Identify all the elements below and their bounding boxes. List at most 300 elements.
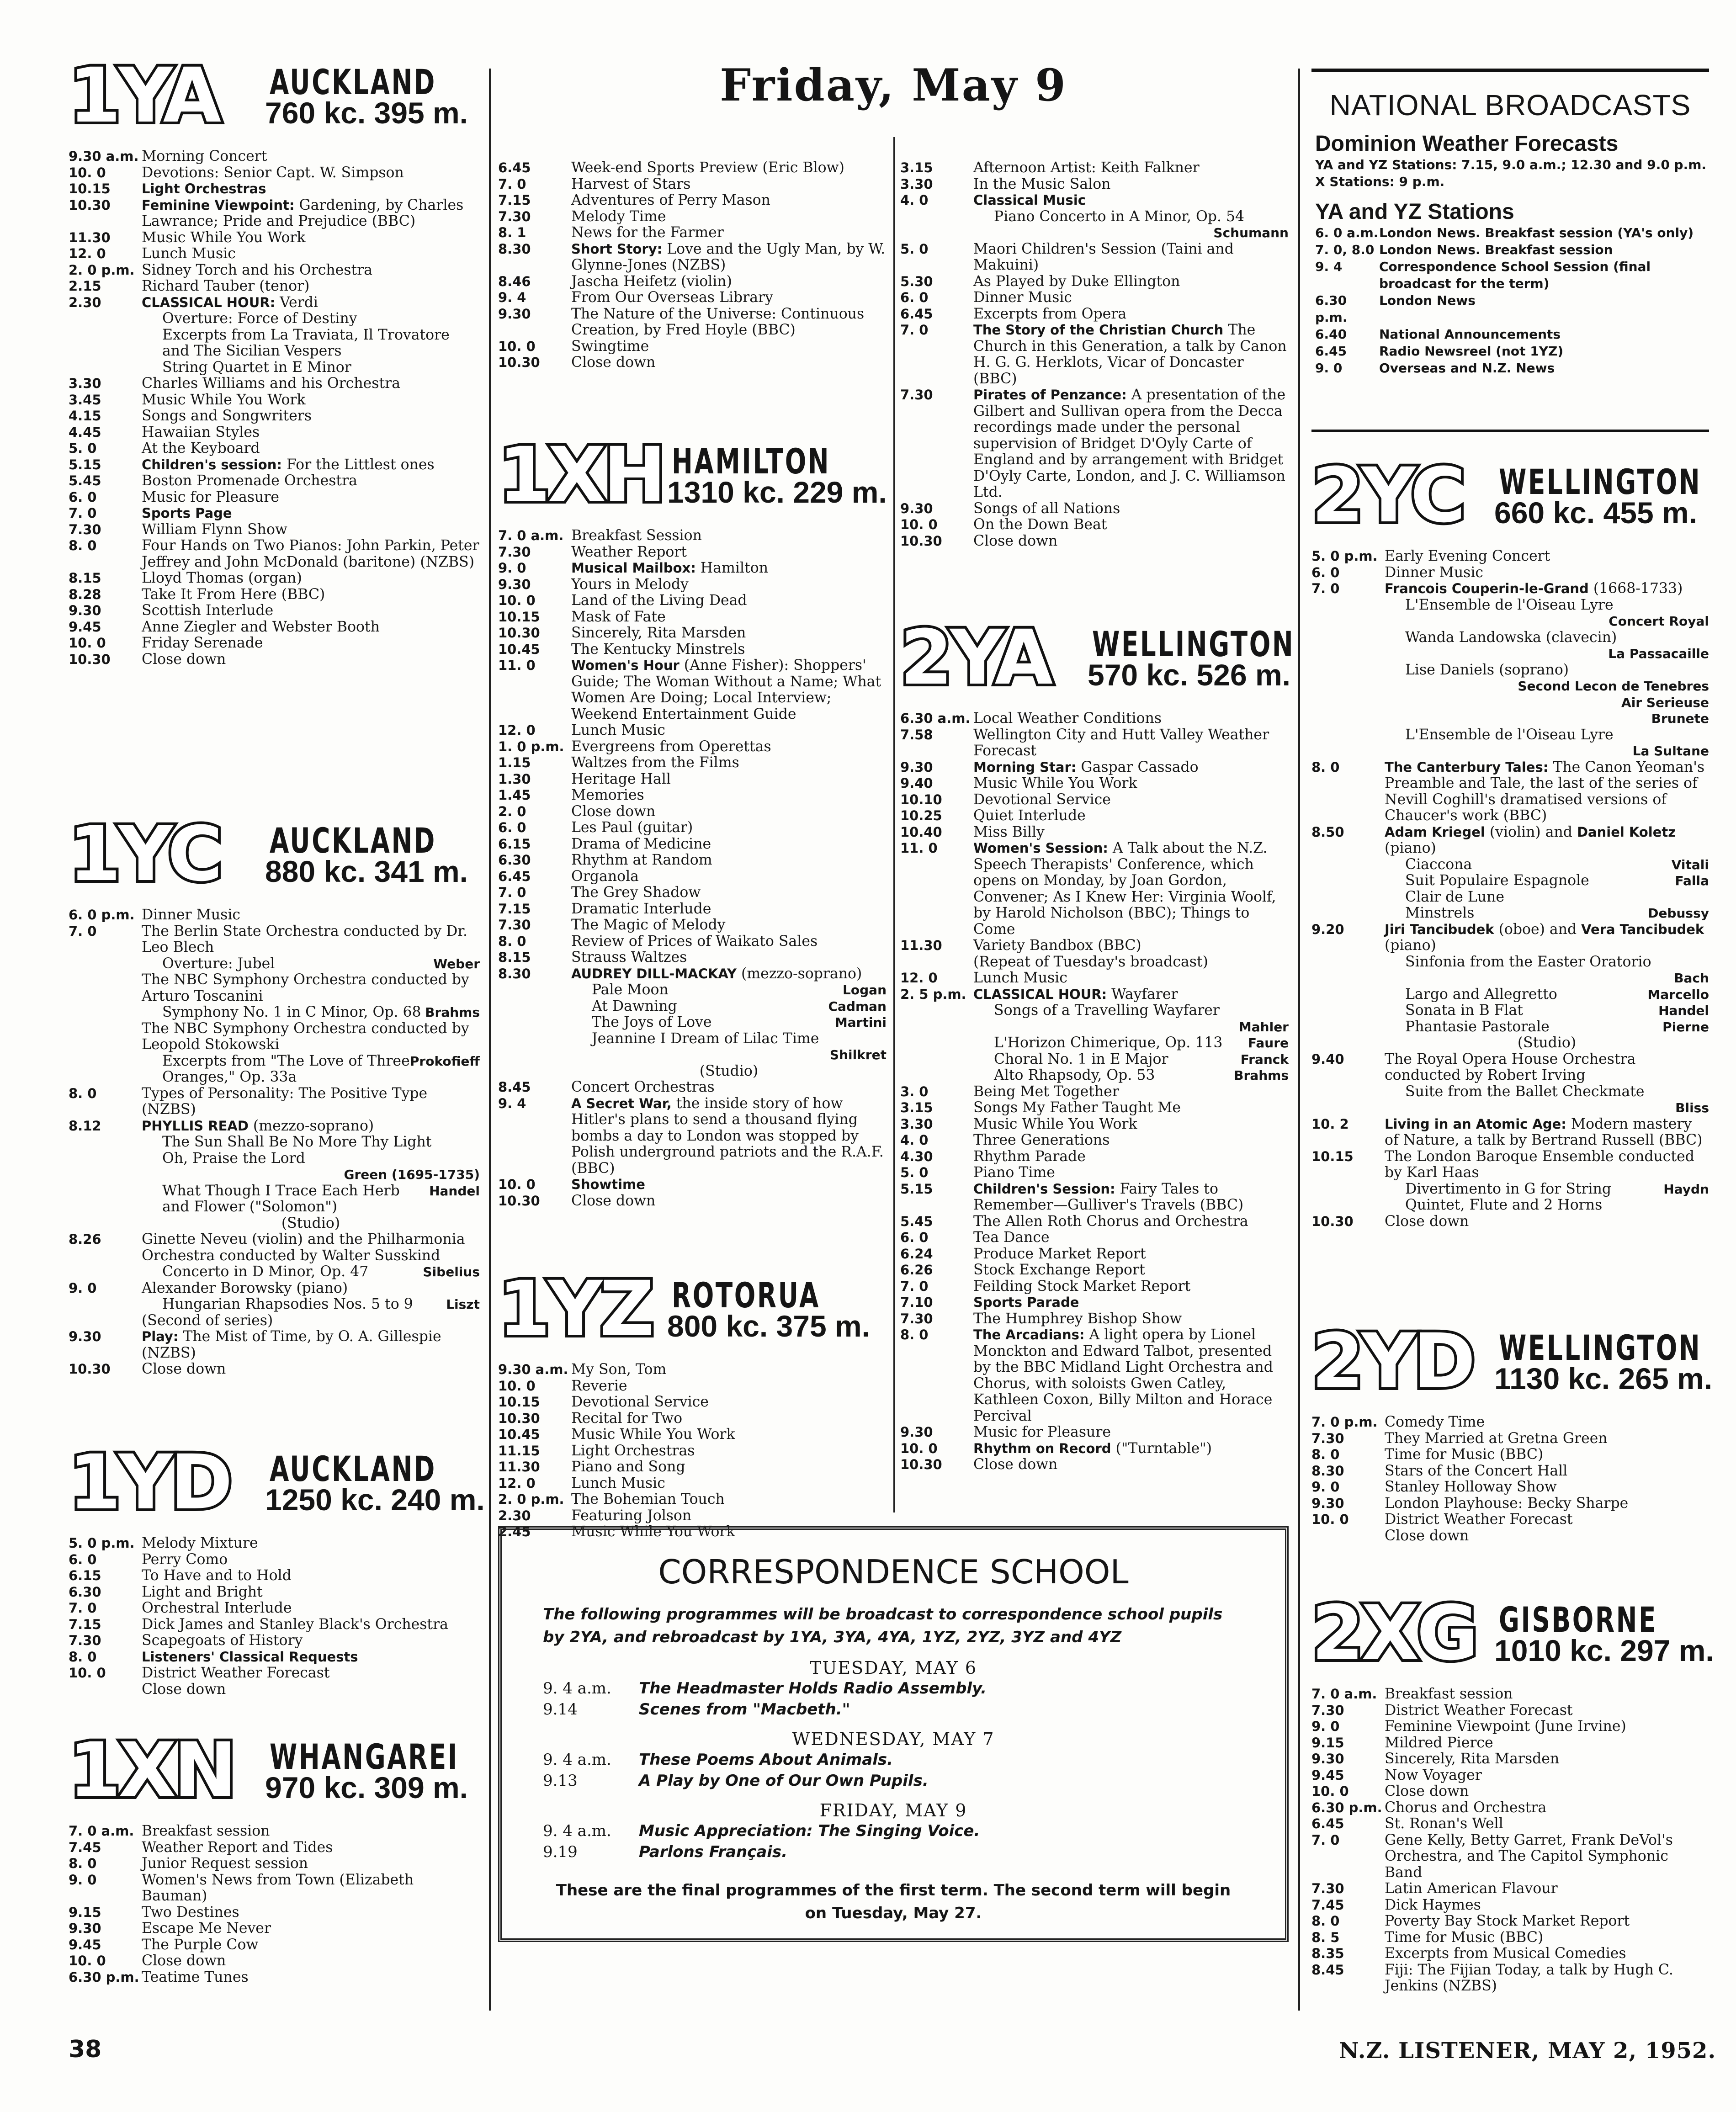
programme-row [498,544,887,561]
programme-row [498,820,887,836]
programme-text: Close down [571,803,656,820]
programme-text: Gene Kelly, Betty Garret, Frank DeVol's Orchestra, and The Capitol Symphonic Band [1385,1831,1673,1881]
programme-text: Being Met Together [973,1083,1119,1100]
programme-row [1311,1767,1709,1784]
station-call: 1XH [498,431,664,519]
programme-row [900,1132,1289,1149]
programme-title: CLASSICAL HOUR: [142,294,276,310]
station-call: 2XG [1311,1589,1476,1677]
rule [1311,430,1709,432]
programme-text: Close down [973,532,1058,549]
programme-row [900,1311,1289,1327]
programme-text: From Our Overseas Library [571,289,773,306]
programme-time: 9.30 a.m. [69,149,139,164]
programme-text: Maori Children's Session (Taini and Makuini) [973,240,1234,273]
programme-text [1385,743,1709,759]
national-row [1315,326,1709,343]
programme-time: 7. 0 a.m. [498,528,564,543]
station-frequency: 1130 kc. 265 m. [1494,1362,1713,1396]
programme-text: Women's Session: A Talk about the N.Z. Speech Therapists' Conference, which opens on Monday, by Joan Gordon, Convener; As I Knew Her: Virginia Woolf, by Harold Nicholson (BBC); Things to Come [973,840,1276,938]
programme-row [498,1475,887,1492]
programme-row [900,970,1289,987]
programme-text: Clair de Lune [1405,888,1505,905]
programme-text: Comedy Time [1385,1414,1485,1430]
programme-text [973,192,1289,209]
programme-text: Children's session: For the Littlest ones [142,456,435,473]
programme-time: 7. 0 a.m. [69,1823,134,1839]
programme-row [498,950,887,966]
programme-text: Stars of the Concert Hall [1385,1462,1568,1479]
station-frequency: 1250 kc. 240 m. [265,1483,485,1517]
programme-text: String Quartet in E Minor [162,359,351,376]
station-call: 2YC [1311,451,1463,539]
programme-row [69,1921,480,1937]
programme-time: 8. 0 [69,1649,97,1665]
programme-time: 7.45 [1311,1897,1344,1913]
programme-row [900,1279,1289,1295]
programme-text: Brahms Alto Rhapsody, Op. 53 [994,1067,1289,1083]
weather-line: X Stations: 9 p.m. [1315,174,1445,189]
programme-text: At the Keyboard [142,440,260,456]
programme-time: 7.30 [498,917,531,933]
programme-row [1311,581,1709,597]
programme-text: Mask of Fate [571,608,666,625]
correspondence-day: FRIDAY, MAY 9 [819,1800,967,1820]
programme-time: 10. 0 [498,338,536,354]
programme-text: Dinner Music [973,289,1072,306]
programme-text: Les Paul (guitar) [571,819,693,836]
programme-time: 9.45 [69,619,101,635]
programme-text: Lise Daniels (soprano) [1405,661,1569,678]
programme-time: 6. 0 p.m. [69,907,135,923]
programme-text: Stanley Holloway Show [1385,1479,1557,1495]
programme-row [900,306,1289,323]
programme-text: Waltzes from the Films [571,754,739,771]
composer: Franck [1240,1051,1289,1067]
programme-text: Perry Como [142,1551,228,1568]
programme-text: Mildred Pierce [1385,1734,1493,1751]
national-text: Overseas and N.Z. News [1379,361,1555,376]
station-1yd [69,1438,485,1698]
programme-row [69,1535,480,1552]
page-number: 38 [69,2036,102,2063]
programme-time: 10.30 [900,1457,942,1472]
programme-text: Falla Suit Populaire Espagnole [1405,872,1709,889]
programme-row [1311,1051,1709,1084]
programme-title: Children's session: [142,456,282,472]
programme-row [69,972,480,1004]
programme-row [900,1019,1289,1035]
composer: Green (1695-1735) [344,1167,480,1182]
programme-text: As Played by Duke Ellington [973,273,1180,290]
programme-text: Close down [142,651,226,668]
correspondence-programme: Music Appreciation: The Singing Voice. [639,1822,980,1840]
programme-row [900,322,1289,387]
station-city: WELLINGTON [1499,462,1702,502]
correspondence-intro: The following programmes will be broadcast to correspondence school pupils by 2YA, and rebroadcast by 1YA, 3YA, 4YA, 1YZ, 2YZ, 3YZ and 4YZ [543,1605,1223,1646]
station-city: AUCKLAND [270,820,436,861]
programme-row [900,759,1289,776]
programme-time: 4.45 [69,424,101,440]
programme-row [69,1215,480,1232]
programme-text: Chorus and Orchestra [1385,1799,1547,1816]
programme-text: Jeannine I Dream of Lilac Time [592,1030,819,1047]
programme-list [498,160,887,371]
programme-text: Alexander Borowsky (piano) [142,1279,348,1296]
programme-text: Lunch Music [973,970,1067,986]
programme-row [498,998,887,1015]
programme-time: 6. 0 [69,1551,97,1567]
programme-time: 6.30 [69,1584,101,1600]
programme-time: 10. 0 [900,1440,938,1456]
programme-time: 10.30 [69,1361,111,1377]
programme-text [142,181,480,197]
programme-text: Women's Hour (Anne Fisher): Shoppers' Guide; The Woman Without a Name; What Women Are Doing; Local Interview; Weekend Entertainment Guide [571,657,881,722]
programme-row [69,1118,480,1135]
programme-text: Sincerely, Rita Marsden [1385,1751,1560,1767]
programme-time: 6. 0 [498,820,526,835]
programme-text: Excerpts from La Traviata, Il Trovatore and The Sicilian Vespers [162,326,450,359]
programme-time: 6.30 [498,852,531,868]
programme-row [1311,1816,1709,1832]
page-title: Friday, May 9 [720,59,1067,111]
programme-time: 9. 4 [498,290,526,305]
programme-text: Handel What Though I Trace Each Herb and Flower ("Solomon") [162,1182,480,1215]
programme-text [142,1649,480,1666]
programme-time: 9.30 [69,603,101,618]
programme-list [69,907,480,1378]
programme-time: 7. 0 [498,176,526,192]
programme-text: In the Music Salon [973,175,1111,192]
programme-row [69,907,480,923]
programme-row [69,1264,480,1280]
programme-row [69,1313,480,1329]
programme-row [1311,1100,1709,1116]
programme-time: 3.30 [69,376,101,391]
programme-text: Afternoon Artist: Keith Falkner [973,159,1200,176]
national-time: 7. 0, 8.0 [1315,242,1375,257]
correspondence-time: 9.14 [543,1700,578,1719]
programme-text: Featuring Jolson [571,1507,692,1524]
programme-row [900,1067,1289,1084]
programme-row [1311,1686,1709,1703]
programme-text [1385,678,1709,695]
programme-text: AUDREY DILL-MACKAY (mezzo-soprano) [571,965,862,982]
programme-row [498,755,887,771]
programme-row [1311,1946,1709,1962]
station-1yc [69,811,480,1378]
programme-row [1311,1431,1709,1447]
composer: Concert Royal [1609,614,1709,629]
programme-text: Close down [973,1456,1058,1473]
national-text: National Announcements [1379,327,1561,342]
composer: Cadman [828,998,887,1014]
national-text: London News. Breakfast session (YA's only) [1379,225,1694,240]
programme-text: Logan Pale Moon [592,982,887,998]
programme-row [69,619,480,636]
composer: Haydn [1663,1181,1709,1197]
programme-text: Play: The Mist of Time, by O. A. Gillespie (NZBS) [142,1328,441,1361]
programme-time: 8.35 [1311,1946,1344,1961]
national-row [1315,224,1709,241]
programme-row [69,327,480,360]
programme-text [1385,1100,1709,1116]
programme-time: 7.30 [1311,1881,1344,1896]
programme-row [900,824,1289,841]
programme-text: Music While You Work [571,1426,735,1443]
station-city: GISBORNE [1499,1599,1658,1640]
programme-time: 5. 0 p.m. [1311,548,1378,564]
programme-row [1311,857,1709,873]
programme-time: 11.30 [498,1459,540,1475]
programme-title: Play: [142,1329,179,1344]
correspondence-programme: The Headmaster Holds Radio Assembly. [639,1679,987,1698]
programme-text: Dinner Music [142,907,241,923]
programme-row [69,278,480,295]
composer: Liszt [446,1297,480,1312]
programme-list [69,1535,480,1698]
programme-row [1311,1783,1709,1800]
programme-row [69,1584,480,1601]
composer: Handel [1658,1003,1709,1018]
programme-row [498,241,887,274]
programme-row [1311,1181,1709,1214]
programme-row [900,1295,1289,1311]
programme-time: 6.24 [900,1246,933,1262]
programme-text: Stock Exchange Report [973,1262,1145,1278]
programme-row [69,392,480,409]
programme-row [498,355,887,371]
programme-text: Weather Report and Tides [142,1839,333,1856]
correspondence-programme: These Poems About Animals. [639,1751,893,1769]
composer: Pierne [1662,1019,1709,1035]
programme-time: 11.30 [69,229,111,245]
column-rule [893,137,895,1512]
programme-text: Songs My Father Taught Me [973,1099,1181,1116]
programme-time: 10.30 [1311,1213,1354,1229]
programme-row [1311,1003,1709,1019]
programme-text: Variety Bandbox (BBC) [973,937,1141,954]
programme-title: PHYLLIS READ [142,1118,249,1134]
programme-text: CLASSICAL HOUR: Wayfarer [973,986,1178,1003]
programme-text: Scottish Interlude [142,602,274,619]
national-text: London News [1379,293,1476,308]
national-row [1315,292,1709,326]
programme-text: Music While You Work [142,391,306,408]
correspondence-time: 9. 4 a.m. [543,1679,611,1698]
programme-row [69,923,480,956]
station-2xg [1311,1589,1714,1995]
programme-row [69,1183,480,1215]
programme-row [900,501,1289,517]
programme-time: 8.28 [69,586,101,602]
composer: Brunete [1651,711,1709,726]
national-text: Correspondence School Session (final broadcast for the term) [1379,259,1651,291]
programme-time: 8. 0 [69,1856,97,1871]
programme-time: 10.30 [498,355,540,370]
programme-text: Sinfonia from the Easter Oratorio [1405,953,1651,970]
station-header [498,432,887,528]
programme-text: On the Down Beat [973,516,1107,533]
programme-text: St. Ronan's Well [1385,1815,1503,1832]
programme-text: Lunch Music [571,722,665,738]
programme-text: (Studio) [1517,1035,1577,1051]
programme-row [69,538,480,570]
programme-text: Lunch Music [571,1475,665,1491]
programme-row [69,149,480,165]
programme-row [69,1361,480,1378]
programme-text: Dramatic Interlude [571,900,711,917]
programme-time: 1.30 [498,771,531,787]
programme-time: 9.30 [1311,1495,1344,1511]
programme-text: PHYLLIS READ (mezzo-soprano) [142,1117,374,1134]
station-city: WELLINGTON [1499,1327,1702,1368]
programme-time: 9. 0 [1311,1479,1340,1495]
composer: Weber [433,956,480,971]
national-row [1315,360,1709,377]
programme-row [69,1633,480,1649]
programme-row [498,885,887,901]
national-text: Radio Newsreel (not 1YZ) [1379,344,1564,359]
programme-row [900,1003,1289,1019]
programme-row [498,1096,887,1177]
programme-time: 8.12 [69,1118,101,1134]
programme-time: 5. 0 [900,241,929,257]
programme-time: 9.30 [69,1329,101,1344]
programme-row [69,652,480,668]
programme-row [900,241,1289,274]
station-call: 2YA [900,614,1051,701]
programme-row [900,1181,1289,1214]
programme-text: Quiet Interlude [973,807,1086,824]
programme-row [498,1459,887,1475]
programme-time: 10.30 [498,1410,540,1426]
programme-time: 6.15 [498,836,531,852]
programme-row [498,1063,887,1080]
programme-row [900,1230,1289,1246]
programme-row [69,1151,480,1167]
programme-text: (Second of series) [142,1312,273,1329]
programme-row [1311,1214,1709,1230]
programme-row [900,274,1289,290]
programme-time: 6. 0 [900,290,929,305]
programme-row [900,1149,1289,1165]
programme-time: 9. 0 [498,560,526,576]
programme-time: 2.30 [498,1507,531,1523]
programme-title: Classical Music [973,192,1086,208]
programme-row [498,1362,887,1378]
programme-time: 9. 0 [69,1280,97,1296]
programme-text: Short Story: Love and the Ugly Man, by W. Glynne-Jones (NZBS) [571,240,886,273]
programme-time: 9.30 [69,1921,101,1936]
programme-text: Close down [1385,1527,1469,1544]
programme-time: 2. 0 p.m. [498,1491,564,1507]
programme-row [1311,662,1709,679]
programme-row [498,1047,887,1063]
programme-row [900,1441,1289,1457]
programme-row [69,1231,480,1264]
programme-time: 10.30 [69,197,111,213]
programme-text: Sibelius Concerto in D Minor, Op. 47 [162,1263,480,1280]
programme-time: 2.15 [69,278,101,294]
programme-row [1311,970,1709,987]
programme-text: The Magic of Melody [571,917,726,933]
programme-row [69,473,480,489]
programme-text: Close down [142,1361,226,1377]
programme-time: 9.15 [69,1904,101,1920]
programme-text: The Arcadians: A light opera by Lionel Monckton and Edward Talbot, presented by the BBC Midland Light Orchestra and Chorus, with soloists Gwen Catley, Kathleen Coxon, Billy Milton and Horace Percival [973,1327,1273,1424]
programme-row [498,804,887,820]
programme-time: 10. 0 [498,1378,536,1394]
programme-text [973,1019,1289,1035]
programme-text: Richard Tauber (tenor) [142,278,310,294]
publication-line: N.Z. LISTENER, MAY 2, 1952. [1339,2038,1716,2064]
programme-title: Feminine Viewpoint: [142,197,295,213]
programme-row [900,727,1289,759]
programme-text: Feminine Viewpoint: Gardening, by Charles Lawrance; Pride and Prejudice (BBC) [142,196,464,229]
station-header [69,811,480,907]
programme-text: Breakfast session [1385,1686,1513,1702]
programme-row [900,1214,1289,1230]
programme-text: The Grey Shadow [571,884,701,901]
programme-row [69,635,480,652]
programme-row [900,1100,1289,1116]
programme-text: Living in an Atomic Age: Modern mastery of Nature, a talk by Bertrand Russell (BBC) [1385,1115,1703,1148]
programme-time: 10.15 [69,181,111,196]
station-frequency: 880 kc. 341 m. [265,854,468,888]
programme-text: Rhythm Parade [973,1148,1086,1165]
programme-time: 5.30 [900,273,933,289]
correspondence-programme: Parlons Français. [639,1843,788,1861]
programme-text: Liszt Hungarian Rhapsodies Nos. 5 to 9 [162,1296,480,1312]
programme-time: 8.15 [69,570,101,586]
composer: Prokofieff [409,1053,480,1069]
programme-time: 8.50 [1311,824,1344,840]
programme-time: 9.30 [900,500,933,516]
composer: Brahms [425,1005,480,1020]
programme-text: (Repeat of Tuesday's broadcast) [973,953,1208,970]
programme-text: District Weather Forecast [1385,1511,1573,1528]
programme-row [69,230,480,246]
programme-row [69,1167,480,1183]
station-call: 1YD [69,1438,230,1526]
programme-text: The Canterbury Tales: The Canon Yeoman's Preamble and Tale, the last of the series of Nevill Coghill's dramatised versions of Chaucer's work (BBC) [1385,759,1705,824]
programme-time: 7. 0 [900,1278,929,1294]
programme-row [498,290,887,306]
programme-time: 4.30 [900,1148,933,1164]
station-header [1311,452,1709,548]
programme-row [900,1246,1289,1263]
programme-row [1311,1447,1709,1463]
programme-time: 8. 0 [1311,759,1340,775]
programme-title: CLASSICAL HOUR: [973,986,1107,1002]
programme-continuation [498,160,887,371]
programme-text: Music for Pleasure [142,488,279,505]
programme-title: Rhythm on Record [973,1440,1111,1456]
programme-time: 10. 0 [69,1665,106,1681]
composer: Debussy [1648,906,1709,921]
programme-row [498,176,887,193]
station-1ya [69,53,480,668]
programme-time: 10.25 [900,808,942,823]
programme-row [69,457,480,473]
programme-text: William Flynn Show [142,521,287,538]
programme-row [498,609,887,626]
programme-text: Marcello Largo and Allegretto [1405,986,1709,1003]
programme-row [69,311,480,327]
programme-row [1311,873,1709,889]
programme-title: The Canterbury Tales: [1385,759,1549,775]
